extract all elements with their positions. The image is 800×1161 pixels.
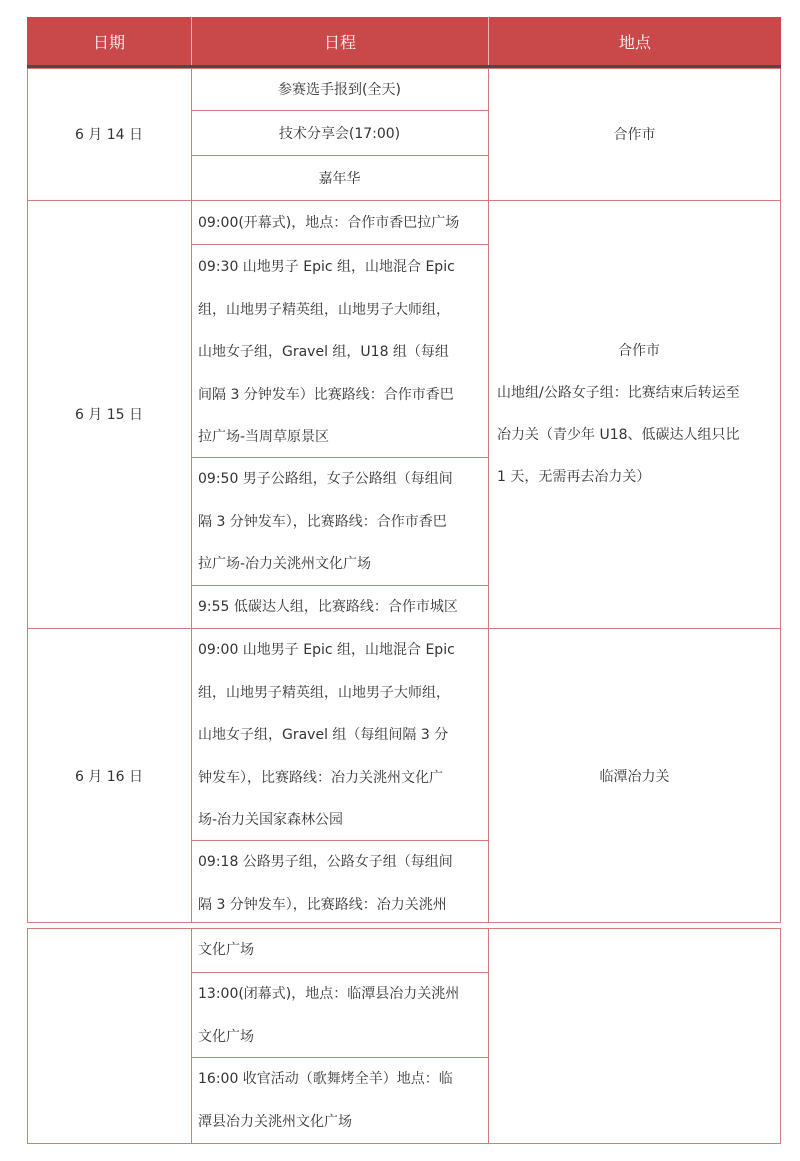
schedule-item: 09:18 公路男子组，公路女子组（每组间 隔 3 分钟发车），比赛路线：冶力关洮州 [198,854,453,913]
header-separator [488,17,489,65]
date-cell-jun14: 6 月 14 日 [74,127,144,143]
header-schedule: 日程 [192,17,488,65]
header-separator [191,17,192,65]
header-venue: 地点 [489,17,781,65]
venue-cell-jun15: 合作市 山地组/公路女子组：比赛结束后转运至 冶力关（青少年 U18、低碳达人组只比 1 天，无需再去冶力关） [497,343,740,485]
header-date: 日期 [27,17,191,65]
schedule-item: 参赛选手报到(全天) [278,82,401,98]
date-cell-jun15: 6 月 15 日 [74,407,144,423]
schedule-item: 9:55 低碳达人组，比赛路线：合作市城区 [198,599,458,615]
schedule-item: 嘉年华 [318,170,361,187]
venue-cell-jun14: 合作市 [613,127,656,143]
schedule-item: 文化广场 [198,942,254,958]
venue-cell-jun16: 临潭冶力关 [599,768,670,785]
schedule-item: 16:00 收官活动（歌舞烤全羊）地点：临 潭县冶力关洮州文化广场 [198,1071,453,1130]
schedule-item: 技术分享会(17:00) [278,125,401,142]
schedule-item: 09:50 男子公路组，女子公路组（每组间 隔 3 分钟发车），比赛路线：合作市香巴 拉广场-冶力关洮州文化广场 [198,471,453,572]
schedule-item: 09:00 山地男子 Epic 组，山地混合 Epic 组，山地男子精英组，山地男子大师组， 山地女子组，Gravel 组（每组间隔 3 分 钟发车），比赛路线：冶力关洮州文化广 场-冶力关国家森林公园 [198,642,455,828]
date-cell-jun16: 6 月 16 日 [74,768,144,785]
schedule-item: 09:00(开幕式)，地点：合作市香巴拉广场 [198,215,460,231]
schedule-item: 13:00(闭幕式)，地点：临潭县冶力关洮州 文化广场 [198,986,460,1045]
schedule-item: 09:30 山地男子 Epic 组，山地混合 Epic 组，山地男子精英组，山地男子大师组， 山地女子组，Gravel 组，U18 组（每组 间隔 3 分钟发车）比赛路线：合作市香巴 拉广场-当周草原景区 [198,259,455,445]
column-divider [488,928,489,1144]
